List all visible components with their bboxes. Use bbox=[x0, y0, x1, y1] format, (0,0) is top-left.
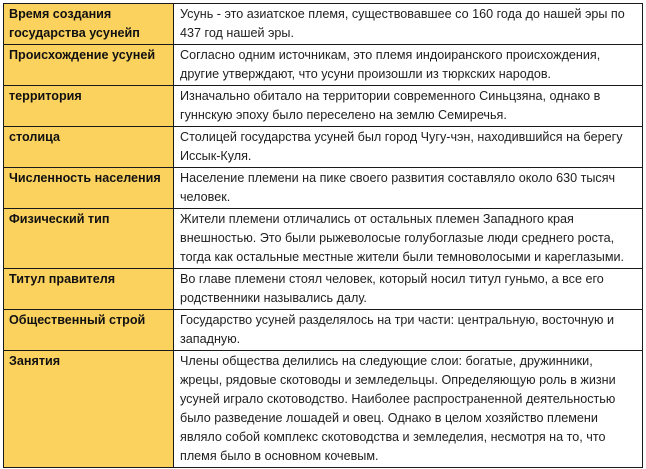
row-value: Жители племени отличались от остальных племен Западного края внешностью. Это были рыжеволосые голубоглазые люди среднего роста, тогда как остальные местные жители были темноволосыми и кареглазыми. bbox=[174, 209, 643, 269]
row-label: Физический тип bbox=[4, 209, 174, 269]
usun-info-table bbox=[3, 3, 643, 468]
row-value: Во главе племени стоял человек, который носил титул гуньмо, а все его родственники назывались далу. bbox=[174, 269, 643, 310]
row-value: Члены общества делились на следующие слои: богатые, дружинники, жрецы, рядовые скотоводы и земледельцы. Определяющую роль в жизни усуней играло скотоводство. Наиболее распространенной деятельностью было разведение лошадей и овец. Однако в целом хозяйство племени являло собой комплекс скотоводства и земледелия, несмотря на то, что племя было в основном кочевым. bbox=[174, 351, 643, 468]
row-label: Время создания государства усунейп bbox=[4, 4, 174, 45]
row-label: Численность населения bbox=[4, 168, 174, 209]
table-row bbox=[4, 269, 643, 310]
row-label: Титул правителя bbox=[4, 269, 174, 310]
row-value: Усунь - это азиатское племя, существовавшее со 160 года до нашей эры по 437 год нашей эры. bbox=[174, 4, 643, 45]
table-row bbox=[4, 351, 643, 468]
table-row bbox=[4, 310, 643, 351]
row-label: Происхождение усуней bbox=[4, 45, 174, 86]
row-label: столица bbox=[4, 127, 174, 168]
table-row bbox=[4, 45, 643, 86]
row-label: Занятия bbox=[4, 351, 174, 468]
row-label: территория bbox=[4, 86, 174, 127]
table-row bbox=[4, 4, 643, 45]
row-value: Согласно одним источникам, это племя индоиранского происхождения, другие утверждают, что усуни произошли из тюркских народов. bbox=[174, 45, 643, 86]
row-label: Общественный строй bbox=[4, 310, 174, 351]
table-row bbox=[4, 127, 643, 168]
table-row bbox=[4, 168, 643, 209]
table-row bbox=[4, 209, 643, 269]
table-row bbox=[4, 86, 643, 127]
row-value: Столицей государства усуней был город Чугу-чэн, находившийся на берегу Иссык-Куля. bbox=[174, 127, 643, 168]
row-value: Государство усуней разделялось на три части: центральную, восточную и западную. bbox=[174, 310, 643, 351]
row-value: Изначально обитало на территории современного Синьцзяна, однако в гуннскую эпоху было переселено на землю Семиречья. bbox=[174, 86, 643, 127]
row-value: Население племени на пике своего развития составляло около 630 тысяч человек. bbox=[174, 168, 643, 209]
usun-info-table-container bbox=[3, 3, 642, 468]
